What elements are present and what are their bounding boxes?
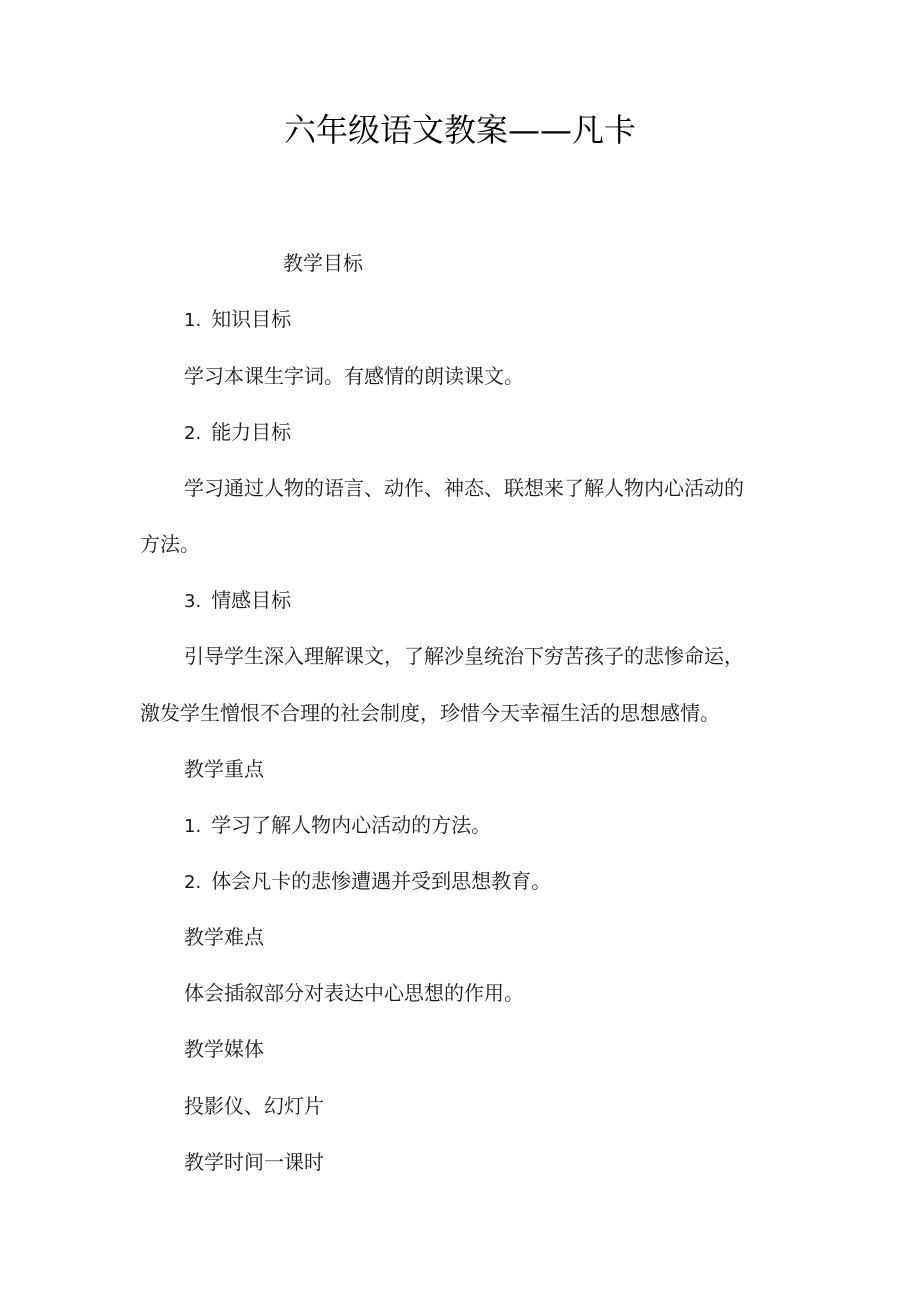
media-heading: 教学媒体 bbox=[184, 1037, 264, 1061]
objective-3-text-line2: 激发学生憎恨不合理的社会制度，珍惜今天幸福生活的思想感情。 bbox=[140, 701, 720, 725]
key-point-2-label: 体会凡卡的悲惨遭遇并受到思想教育。 bbox=[211, 869, 552, 893]
list-number: 2. bbox=[184, 423, 202, 444]
key-point-1-label: 学习了解人物内心活动的方法。 bbox=[211, 813, 492, 837]
list-number: 1. bbox=[184, 310, 202, 331]
key-point-2 bbox=[184, 866, 551, 898]
key-points-heading: 教学重点 bbox=[184, 757, 264, 781]
time-text: 教学时间一课时 bbox=[184, 1150, 324, 1174]
objective-1-heading bbox=[184, 304, 291, 336]
objective-2-heading bbox=[184, 417, 291, 449]
objective-2-text-line1: 学习通过人物的语言、动作、神态、联想来了解人物内心活动的 bbox=[184, 476, 744, 500]
objective-1-text: 学习本课生字词。有感情的朗读课文。 bbox=[184, 364, 524, 388]
objective-2-label: 能力目标 bbox=[211, 420, 292, 444]
list-number: 1. bbox=[184, 816, 202, 837]
media-text: 投影仪、幻灯片 bbox=[184, 1094, 324, 1118]
difficulty-heading: 教学难点 bbox=[184, 925, 264, 949]
objective-1-label: 知识目标 bbox=[211, 307, 292, 331]
objectives-heading: 教学目标 bbox=[283, 251, 363, 275]
objective-3-heading bbox=[184, 585, 291, 617]
document-title: 六年级语文教案——凡卡 bbox=[283, 111, 636, 149]
difficulty-text: 体会插叙部分对表达中心思想的作用。 bbox=[184, 981, 524, 1005]
objective-3-label: 情感目标 bbox=[211, 588, 292, 612]
key-point-1 bbox=[184, 810, 491, 842]
list-number: 2. bbox=[184, 872, 202, 893]
objective-2-text-line2: 方法。 bbox=[140, 532, 200, 556]
objective-3-text-line1: 引导学生深入理解课文，了解沙皇统治下穷苦孩子的悲惨命运， bbox=[184, 644, 744, 668]
list-number: 3. bbox=[184, 591, 202, 612]
